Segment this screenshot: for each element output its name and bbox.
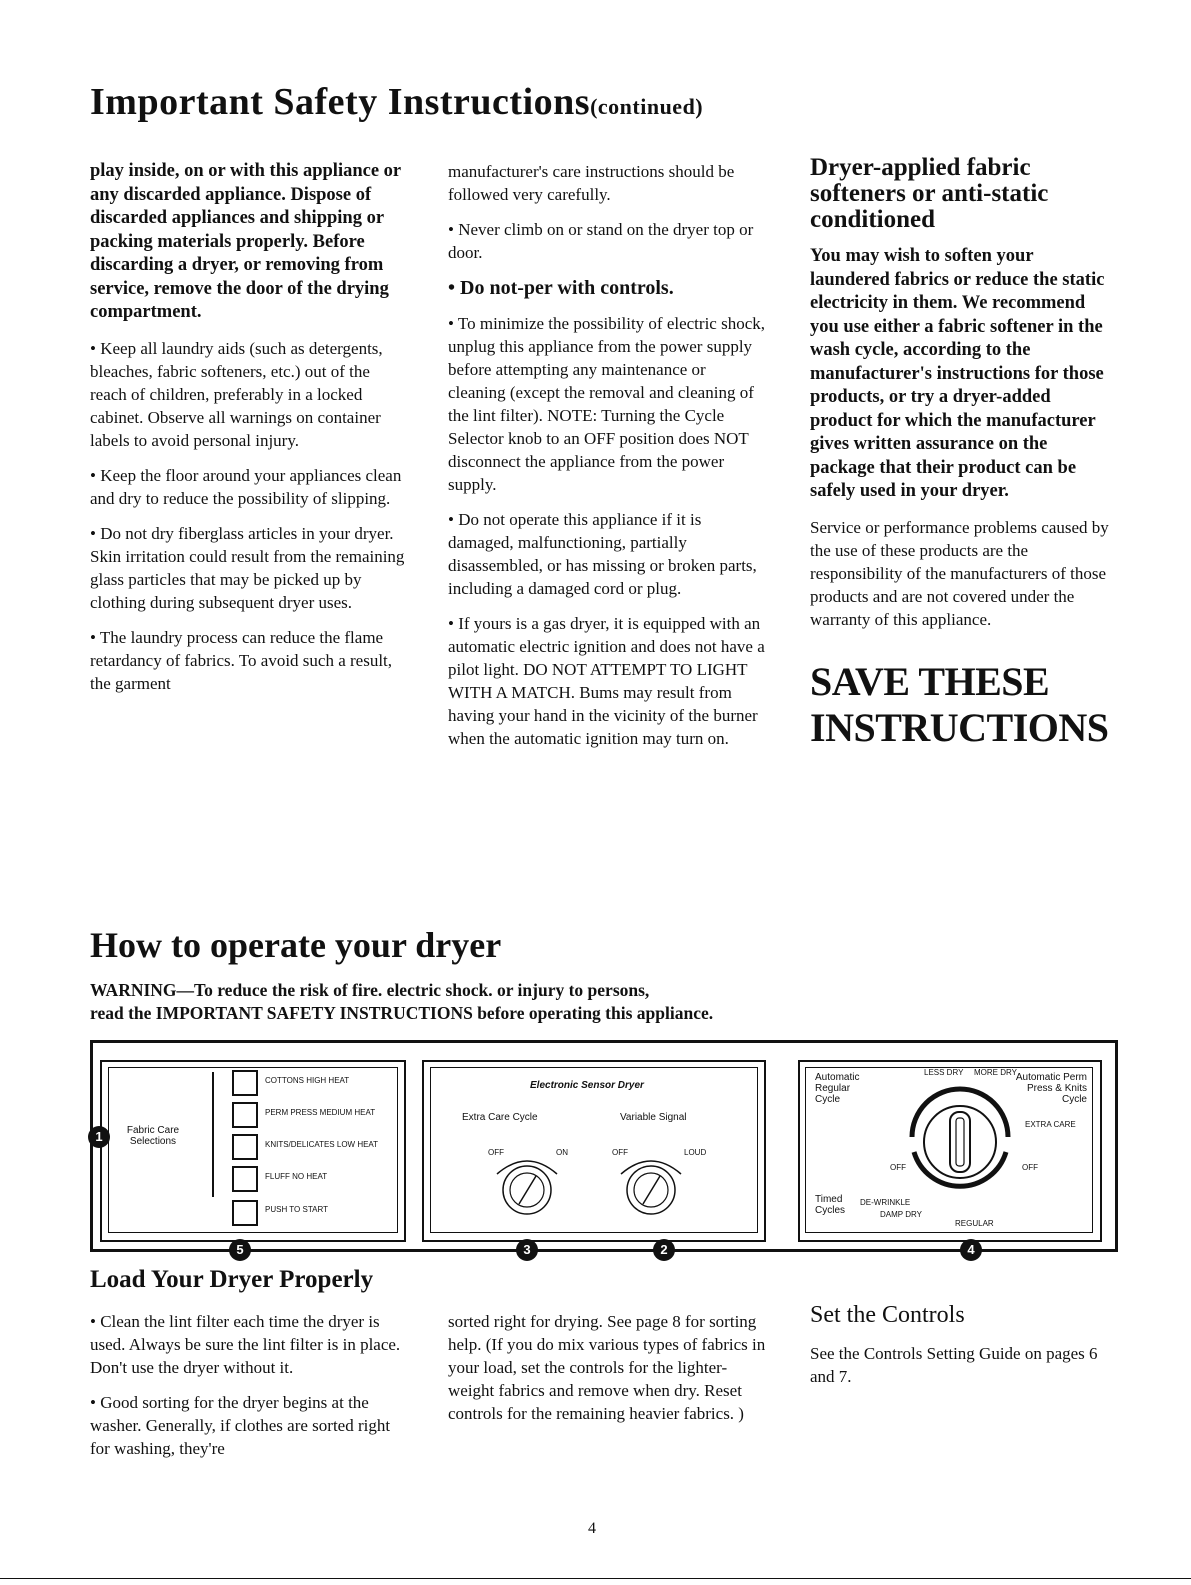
set-controls-text: See the Controls Setting Guide on pages 6 and 7.: [810, 1344, 1098, 1386]
callout-4: 4: [960, 1239, 982, 1261]
option-fluff: FLUFF NO HEAT: [265, 1172, 328, 1181]
col1-bullet-flame: • The laundry process can reduce the flame retardancy of fabrics. To avoid such a result, the garment: [90, 627, 393, 693]
warning-text: [90, 979, 1090, 1025]
column-2: [448, 160, 766, 762]
option-perm-press: PERM PRESS MEDIUM HEAT: [265, 1108, 376, 1117]
set-controls-column: [810, 1342, 1110, 1400]
page-number: 4: [588, 1520, 596, 1537]
option-knits: KNITS/DELICATES LOW HEAT: [265, 1140, 379, 1149]
load-bullet-lint: • Clean the lint filter each time the dryer is used. Always be sure the lint filter is in place. Don't use the dryer without it.: [90, 1312, 401, 1377]
fluff-button[interactable]: [232, 1166, 258, 1192]
col1-lead: play inside, on or with this appliance or any discarded appliance. Dispose of discarded appliances and shipping or packing materials properly. Before discarding a dryer, or removing from service, remove the door of the drying compartment.: [90, 161, 401, 322]
more-dry-label: MORE DRY: [974, 1068, 1017, 1077]
off-tick-label-2: OFF: [1022, 1163, 1038, 1172]
selector-bracket: [212, 1072, 214, 1197]
col2-care-instructions: manufacturer's care instructions should be followed very carefully.: [448, 162, 735, 204]
column-1: [90, 160, 410, 707]
cycle-selector-knob[interactable]: [900, 1082, 1020, 1202]
col1-bullet-fiberglass: • Do not dry fiberglass articles in your dryer. Skin irritation could result from the remaining glass particles that may be picked up by clothing during subsequent dryer uses.: [90, 523, 405, 612]
callout-3: 3: [516, 1239, 538, 1261]
sensor-inner: [430, 1067, 758, 1233]
col2-heading-controls: • Do not-per with controls.: [448, 277, 674, 299]
col3-heading: Dryer-applied fabric softeners or anti-static conditioned: [810, 154, 1049, 233]
warning-line-1: WARNING—To reduce the risk of fire. electric shock. or injury to persons,: [90, 980, 650, 1000]
variable-signal-knob[interactable]: [616, 1156, 686, 1218]
page-title: [90, 80, 703, 124]
title-sub: (continued): [590, 94, 704, 119]
save-line-1: SAVE THESE: [810, 658, 1050, 704]
load-heading: Load Your Dryer Properly: [90, 1266, 374, 1293]
perm-press-button[interactable]: [232, 1102, 258, 1128]
dewrinkle-label: DE-WRINKLE: [860, 1198, 911, 1207]
damp-dry-label: DAMP DRY: [880, 1210, 922, 1219]
panel-top-rule: [90, 1040, 1118, 1043]
timed-cycles-label: Timed Cycles: [815, 1194, 846, 1216]
extra-care-label: Extra Care Cycle: [462, 1112, 538, 1123]
save-instructions: [810, 659, 1110, 751]
start-button[interactable]: [232, 1200, 258, 1226]
option-cottons: COTTONS HIGH HEAT: [265, 1076, 350, 1085]
bottom-edge-rule: [0, 1578, 1191, 1579]
col2-bullet-shock: • To minimize the possibility of electric shock, unplug this appliance from the power supply before attempting any maintenance or cleaning (except the removal and cleaning of the lint filter). NOTE: Turning the Cycle Selector knob to an OFF position does NOT disconnect the appliance from the power supply.: [448, 314, 765, 494]
load-sorting-cont: sorted right for drying. See page 8 for sorting help. (If you do mix various types of fabrics in your load, set the controls for the lighter-weight fabrics and remove when dry. Reset controls for the remaining heavier fabrics. ): [448, 1312, 766, 1423]
col2-bullet-gas: • If yours is a gas dryer, it is equipped with an automatic electric ignition and does not have a pilot light. DO NOT ATTEMPT TO LIGHT WITH A MATCH. Bums may result from having your hand in the vicinity of the burner when the automatic ignition may turn on.: [448, 614, 765, 748]
warning-line-2: read the IMPORTANT SAFETY INSTRUCTIONS before operating this appliance.: [90, 1003, 714, 1023]
section-heading-operate: How to operate your dryer: [90, 925, 502, 965]
extra-care-tick-label: EXTRA CARE: [1025, 1120, 1076, 1129]
load-bullet-sorting: • Good sorting for the dryer begins at the washer. Generally, if clothes are sorted right for washing, they're: [90, 1393, 391, 1458]
column-3: [810, 155, 1110, 751]
load-column-1: [90, 1310, 410, 1472]
knob2-off: OFF: [612, 1148, 628, 1157]
panel-right-rule: [1115, 1040, 1118, 1252]
extra-care-knob[interactable]: [492, 1156, 562, 1218]
knob2-loud: LOUD: [684, 1148, 707, 1157]
title-text: Important Safety Instructions: [90, 81, 591, 123]
off-tick-label: OFF: [890, 1163, 906, 1172]
auto-regular-label: Automatic Regular Cycle: [815, 1072, 860, 1105]
save-line-2: INSTRUCTIONS: [810, 704, 1109, 750]
col3-service: Service or performance problems caused by the use of these products are the responsibility of the manufacturers of those products and are not covered under the warranty of this appliance.: [810, 517, 1109, 629]
load-column-2: [448, 1310, 766, 1437]
callout-2: 2: [653, 1239, 675, 1261]
col3-lead: You may wish to soften your laundered fabrics or reduce the static electricity in them. We recommend you use either a fabric softener in the wash cycle, according to the manufacturer's instructions for those products, or try a dryer-added product for which the manufacturer gives written assurance on the package that their product can be safely used in your dryer.: [810, 246, 1105, 501]
callout-5: 5: [229, 1239, 251, 1261]
fabric-care-label: Fabric Care Selections: [126, 1125, 180, 1147]
variable-signal-label: Variable Signal: [620, 1112, 687, 1123]
col1-bullet-laundry-aids: • Keep all laundry aids (such as detergents, bleaches, fabric softeners, etc.) out of the reach of children, preferably in a locked cabinet. Observe all warnings on container labels to avoid personal injury.: [90, 338, 383, 450]
col2-bullet-damaged: • Do not operate this appliance if it is damaged, malfunctioning, partially disassembled, or has missing or broken parts, including a damaged cord or plug.: [448, 510, 757, 598]
less-dry-label: LESS DRY: [924, 1068, 964, 1077]
knob1-on: ON: [556, 1148, 568, 1157]
auto-perm-label: Automatic Perm Press & Knits Cycle: [1015, 1072, 1087, 1105]
option-start: PUSH TO START: [265, 1205, 328, 1214]
regular-label: REGULAR: [955, 1219, 994, 1228]
set-controls-heading: Set the Controls: [810, 1302, 965, 1328]
callout-1: 1: [88, 1126, 110, 1148]
brand-label: Electronic Sensor Dryer: [530, 1080, 644, 1091]
knits-delicates-button[interactable]: [232, 1134, 258, 1160]
col1-bullet-floor: • Keep the floor around your appliances clean and dry to reduce the possibility of slipping.: [90, 465, 402, 508]
cottons-button[interactable]: [232, 1070, 258, 1096]
knob1-off: OFF: [488, 1148, 504, 1157]
col2-bullet-climb: • Never climb on or stand on the dryer top or door.: [448, 220, 754, 262]
